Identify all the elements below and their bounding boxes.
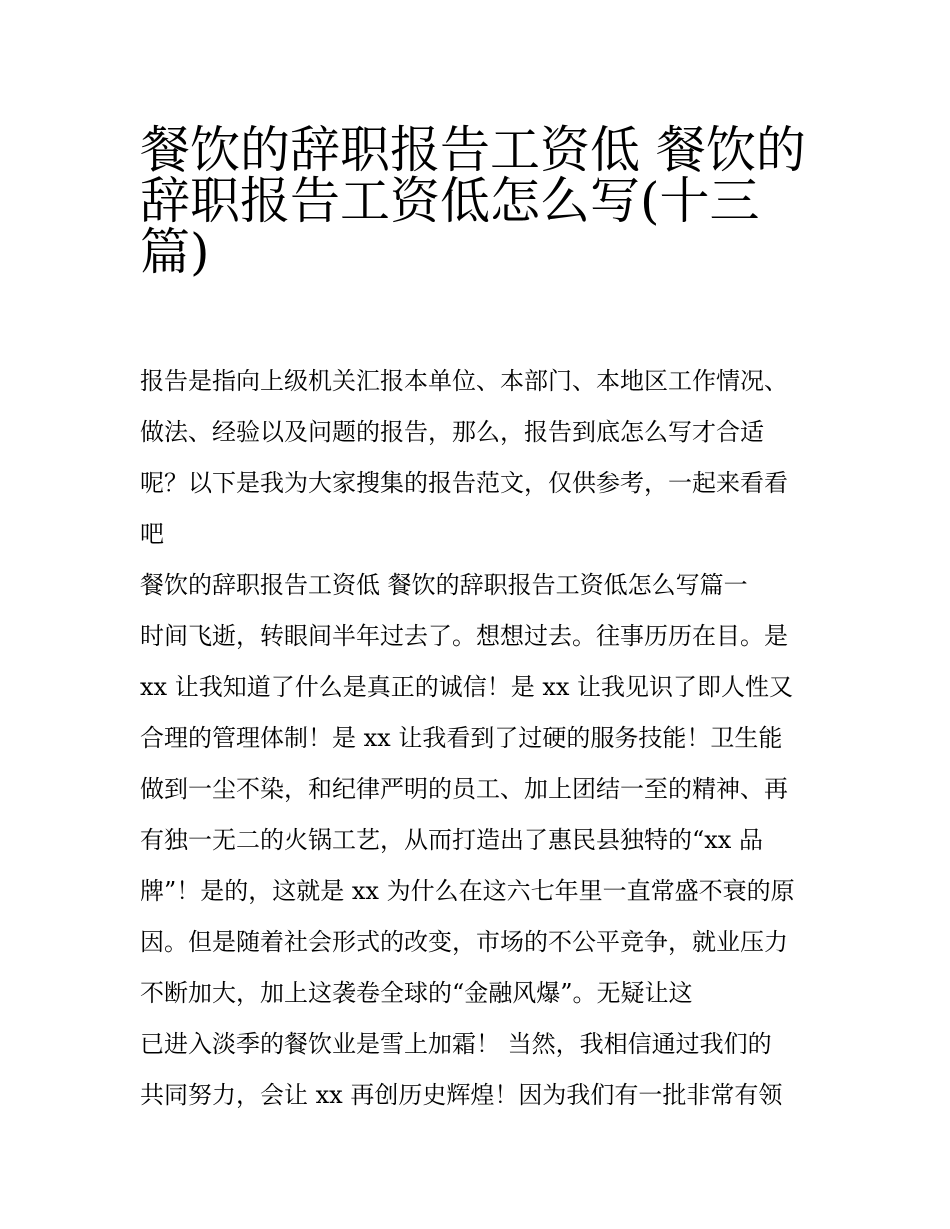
- section-heading: 餐饮的辞职报告工资低 餐饮的辞职报告工资低怎么写篇一: [140, 571, 748, 599]
- body-line: 做法、经验以及问题的报告，那么，报告到底怎么写才合适: [140, 418, 764, 446]
- document-body: [140, 356, 830, 1121]
- title-line: 餐饮的辞职报告工资低 餐饮的: [140, 121, 806, 179]
- body-line: 有独一无二的火锅工艺，从而打造出了惠民县独特的“xx 品: [140, 826, 763, 854]
- body-line: xx 让我知道了什么是真正的诚信！是 xx 让我见识了即人性又: [140, 673, 794, 701]
- body-line: 合理的管理体制！是 xx 让我看到了过硬的服务技能！卫生能: [140, 724, 783, 752]
- body-line: 报告是指向上级机关汇报本单位、本部门、本地区工作情况、: [140, 367, 788, 395]
- title-line: 篇): [140, 223, 210, 281]
- body-line: 时间飞逝，转眼间半年过去了。想想过去。往事历历在目。是: [140, 622, 788, 650]
- body-line: 牌”！是的，这就是 xx 为什么在这六七年里一直常盛不衰的原: [140, 877, 795, 905]
- body-line: 做到一尘不染，和纪律严明的员工、加上团结一至的精神、再: [140, 775, 788, 803]
- body-line: 共同努力，会让 xx 再创历史辉煌！因为我们有一批非常有领: [140, 1081, 783, 1109]
- body-line: 已进入淡季的餐饮业是雪上加霜！ 当然，我相信通过我们的: [140, 1030, 772, 1058]
- body-line: 吧: [140, 520, 164, 548]
- title-line: 辞职报告工资低怎么写(十三: [140, 172, 760, 230]
- document-title: [140, 112, 820, 281]
- body-line: 呢？以下是我为大家搜集的报告范文，仅供参考，一起来看看: [140, 469, 788, 497]
- body-line: 因。但是随着社会形式的改变，市场的不公平竞争，就业压力: [140, 928, 788, 956]
- body-line: 不断加大，加上这袭卷全球的“金融风爆”。无疑让这: [140, 979, 693, 1007]
